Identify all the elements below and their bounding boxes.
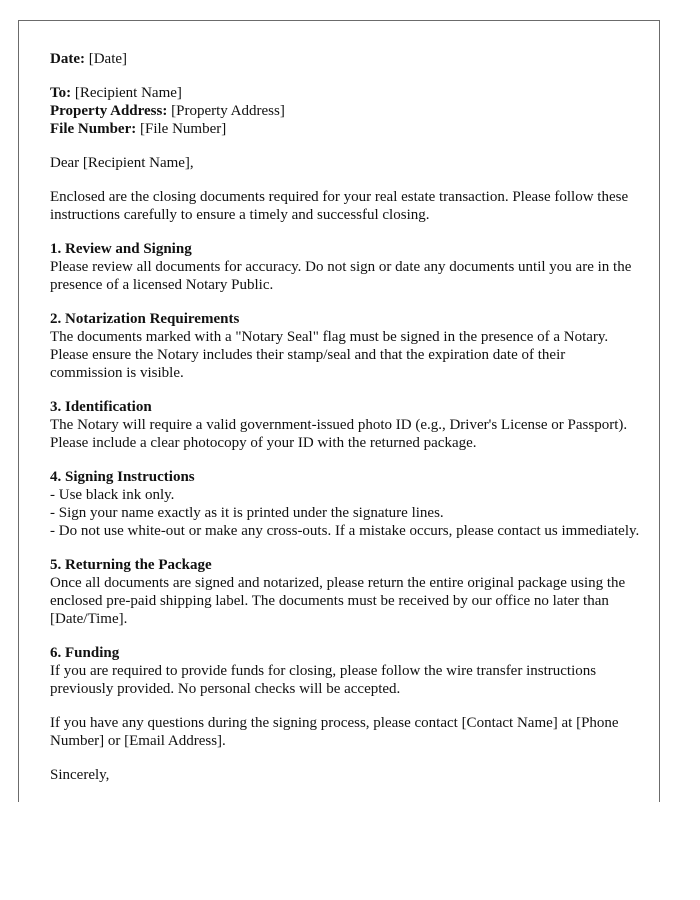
instruction-item: - Sign your name exactly as it is printed under the signature lines.	[50, 505, 444, 521]
section-title: 5. Returning the Package	[50, 557, 212, 573]
greeting: Dear [Recipient Name],	[50, 155, 194, 171]
section-title: 1. Review and Signing	[50, 241, 192, 257]
file-line	[50, 120, 640, 138]
contact-paragraph: If you have any questions during the signing process, please contact [Contact Name] at [Phone Number] or [Email Address].	[50, 715, 619, 749]
file-label: File Number:	[50, 121, 137, 137]
recipient-block	[50, 84, 640, 138]
section-text: Please review all documents for accuracy. Do not sign or date any documents until you are in the presence of a licensed Notary Public.	[50, 259, 632, 293]
section-review-signing	[50, 240, 640, 294]
property-label: Property Address:	[50, 103, 168, 119]
section-title: 3. Identification	[50, 399, 152, 415]
date-line	[50, 50, 640, 68]
intro-paragraph: Enclosed are the closing documents required for your real estate transaction. Please follow these instructions carefully to ensure a timely and successful closing.	[50, 189, 629, 223]
section-text: The Notary will require a valid government-issued photo ID (e.g., Driver's License or Passport). Please include a clear photocopy of your ID with the returned package.	[50, 417, 628, 451]
file-value: [File Number]	[136, 121, 227, 137]
letter-body	[50, 50, 640, 784]
property-value: [Property Address]	[167, 103, 285, 119]
to-value: [Recipient Name]	[71, 85, 182, 101]
date-value: [Date]	[84, 51, 128, 67]
date-label: Date:	[50, 51, 85, 67]
section-returning-package	[50, 556, 640, 628]
section-title: 4. Signing Instructions	[50, 469, 195, 485]
signoff: Sincerely,	[50, 767, 110, 783]
section-title: 2. Notarization Requirements	[50, 311, 240, 327]
property-line	[50, 102, 640, 120]
section-identification	[50, 398, 640, 452]
section-text: If you are required to provide funds for closing, please follow the wire transfer instructions previously provided. No personal checks will be accepted.	[50, 663, 597, 697]
to-line	[50, 84, 640, 102]
to-label: To:	[50, 85, 72, 101]
section-text: Once all documents are signed and notarized, please return the entire original package using the enclosed pre-paid shipping label. The documents must be received by our office no later than [Date/Time].	[50, 575, 626, 627]
section-text: The documents marked with a "Notary Seal" flag must be signed in the presence of a Notary. Please ensure the Notary includes their stamp/seal and that the expiration date of their commission is visible.	[50, 329, 609, 381]
section-title: 6. Funding	[50, 645, 120, 661]
instruction-item: - Use black ink only.	[50, 487, 175, 503]
section-funding	[50, 644, 640, 698]
instruction-item: - Do not use white-out or make any cross-outs. If a mistake occurs, please contact us immediately.	[50, 523, 640, 539]
letter-page	[18, 20, 660, 802]
section-notarization	[50, 310, 640, 382]
section-signing-instructions	[50, 468, 640, 540]
